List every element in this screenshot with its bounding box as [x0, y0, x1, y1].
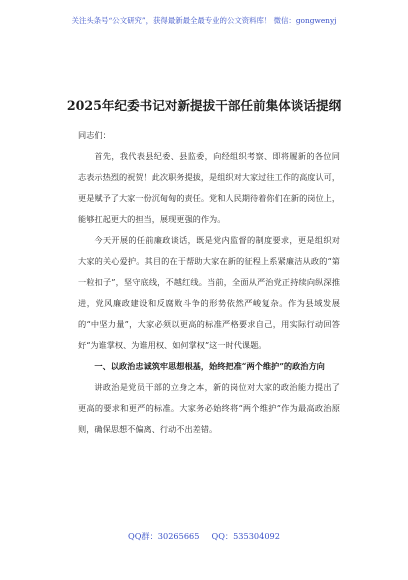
section-paragraph: 讲政治是党员干部的立身之本，新的岗位对大家的政治能力提出了更高的要求和更严的标准。大家务必始终将“两个维护”作为最高政治原则，确保思想不偏离、行动不出差错。 — [78, 382, 340, 434]
document-body — [78, 125, 340, 440]
document-title: 2025年纪委书记对新提拔干部任前集体谈话提纲 — [66, 98, 342, 113]
contact-footer — [0, 531, 408, 542]
section-heading: 一、以政治忠诚筑牢思想根基，始终把准“两个维护”的政治方向 — [94, 361, 325, 371]
qq-label: QQ：535304092 — [211, 531, 280, 541]
salutation: 同志们： — [78, 130, 111, 140]
paragraph-2: 今天开展的任前廉政谈话，既是党内监督的制度要求，更是组织对大家的关心爱护。其目的在于帮助大家在新的征程上系紧廉洁从政的“第一粒扣子”，坚守底线，不越红线。当前，全面从严治党正持续向纵深推进，党风廉政建设和反腐败斗争的形势依然严峻复杂。作为县域发展的“中坚力量”，大家必须以更高的标准严格要求自己，用实际行动回答好“为谁掌权、为谁用权、如何掌权”这一时代课题。 — [78, 235, 340, 350]
qq-group-label: QQ群：30265665 — [128, 531, 200, 541]
header-banner: 关注头条号“公文研究”，获得最新最全最专业的公文资料库！ 微信：gongwenyj — [71, 16, 337, 25]
paragraph-1: 首先，我代表县纪委、县监委，向经组织考察、即将履新的各位同志表示热烈的祝贺！此次职务提拔，是组织对大家过往工作的高度认可，更是赋予了大家一份沉甸甸的责任。党和人民期待着你们在新的岗位上，能够扛起更大的担当，展现更强的作为。 — [78, 151, 341, 224]
